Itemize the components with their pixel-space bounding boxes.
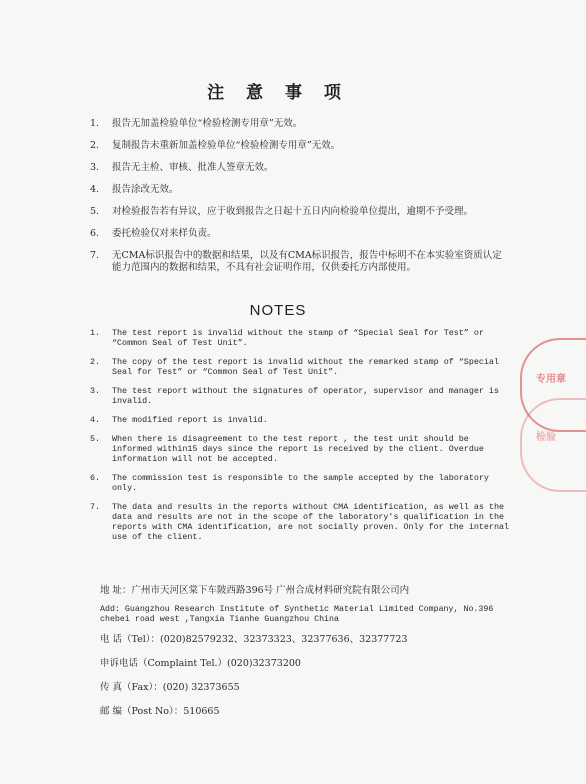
telephone: 电 话（Tel）：(020)82579232、32373323、32377636、32377723 xyxy=(100,634,408,645)
address-en-line-2: chebei road west ,Tangxia Tianhe Guangzhou China xyxy=(100,615,339,624)
complaint-telephone: 申诉电话（Complaint Tel.）(020)32373200 xyxy=(100,658,301,669)
post-code: 邮 编（Post No）：510665 xyxy=(100,706,220,717)
fax: 传 真（Fax）：(020) 32373655 xyxy=(100,682,240,693)
address-cn: 地 址：广州市天河区棠下车陂西路396号 广州合成材料研究院有限公司内 xyxy=(100,585,410,596)
notes-item: 6. The commission test is responsible to the sample accepted by the laboratory only. xyxy=(90,473,489,493)
notice-item: 7. 无CMA标识报告中的数据和结果，以及有CMA标识报告，报告中标明不在本实验室资质认定能力范围内的数据和结果，不具有社会证明作用，仅供委托方内部使用。 xyxy=(90,250,502,273)
notes-title-en: NOTES xyxy=(249,302,307,319)
notes-item: 3. The test report without the signatures of operator, supervisor and manager is invalid. xyxy=(90,386,499,406)
notice-item: 2. 复制报告未重新加盖检验单位“检验检测专用章”无效。 xyxy=(90,140,341,151)
notes-item: 5. When there is disagreement to the test report , the test unit should be informed within15 days since the report is received by the client. Overdue information will not be accepted. xyxy=(90,434,484,464)
notice-item: 3. 报告无主检、审核、批准人签章无效。 xyxy=(90,162,274,173)
notes-item: 4. The modified report is invalid. xyxy=(90,415,268,425)
notice-item: 4. 报告涂改无效。 xyxy=(90,184,179,195)
notice-list-cn xyxy=(90,118,510,284)
notes-list-en xyxy=(90,328,510,551)
notice-item: 5. 对检验报告若有异议，应于收到报告之日起十五日内向检验单位提出，逾期不予受理。 xyxy=(90,206,474,217)
notes-item: 1. The test report is invalid without the stamp of “Special Seal for Test” or “Common Seal of Test Unit”. xyxy=(90,328,484,348)
notes-item: 7. The data and results in the reports without CMA identification, as well as the data and results are not in the scope of the laboratory's qualification in the reports with CMA identification, are not socially proven. Only for the internal use of the client. xyxy=(90,502,510,542)
red-seal-stamp: 检验 xyxy=(520,398,586,492)
red-seal-stamp: 专用章 xyxy=(520,338,586,432)
notice-item: 1. 报告无加盖检验单位“检验检测专用章”无效。 xyxy=(90,118,303,129)
notes-item: 2. The copy of the test report is invalid without the remarked stamp of “Special Seal for Test” or “Common Seal of Test Unit”. xyxy=(90,357,499,377)
notice-title-cn: 注 意 事 项 xyxy=(207,83,349,103)
address-en-line-1: Add: Guangzhou Research Institute of Synthetic Material Limited Company, No.396 xyxy=(100,605,494,614)
contact-footer xyxy=(100,582,520,717)
notice-item: 6. 委托检验仅对来样负责。 xyxy=(90,228,217,239)
